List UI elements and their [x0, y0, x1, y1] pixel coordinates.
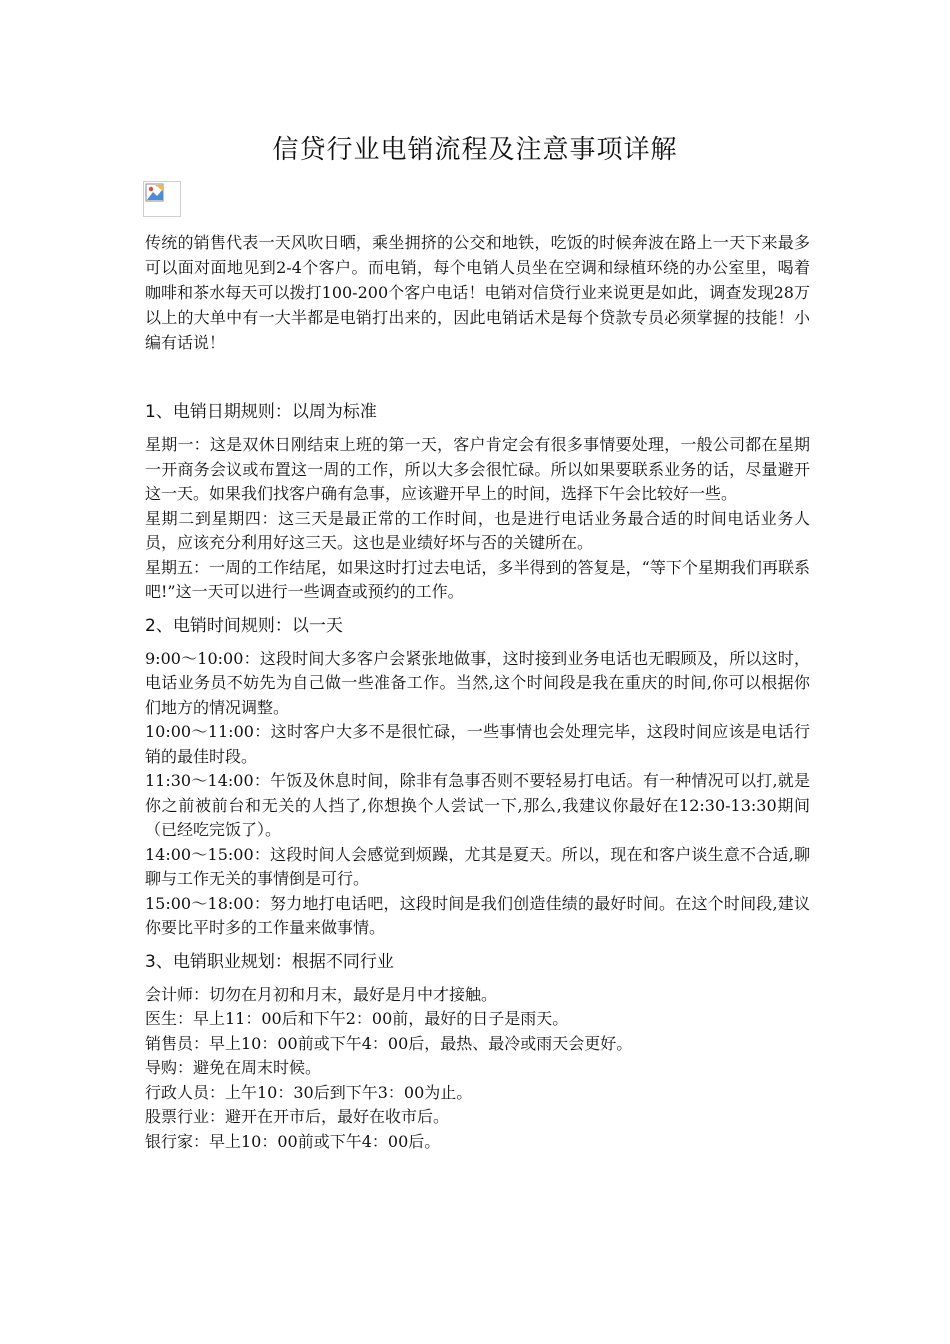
section-heading: 1、电销日期规则：以周为标准	[145, 402, 377, 422]
document-body	[145, 230, 810, 1154]
paragraph-15-18: 15:00～18:00：努力地打电话吧，这段时间是我们创造佳绩的最好时间。在这个时间段,建议你要比平时多的工作量来做事情。	[145, 893, 810, 937]
paragraph-10-11: 10:00～11:00：这时客户大多不是很忙碌，一些事情也会处理完毕，这段时间应该是电话行销的最佳时段。	[145, 722, 810, 766]
paragraph-tue-thu: 星期二到星期四：这三天是最正常的工作时间，也是进行电话业务最合适的时间电话业务人员，应该充分利用好这三天。这也是业绩好坏与否的关键所在。	[145, 508, 810, 552]
paragraph-administrative: 行政人员：上午10：30后到下午3：00为止。	[145, 1082, 473, 1102]
paragraph-salesperson: 销售员：早上10：00前或下午4：00后，最热、最冷或雨天会更好。	[145, 1033, 633, 1053]
paragraph-shop-guide: 导购：避免在周末时候。	[145, 1058, 322, 1077]
document-title: 信贷行业电销流程及注意事项详解	[272, 135, 678, 165]
section-career-planning	[145, 949, 810, 1155]
paragraph-accountant: 会计师：切勿在月初和月末，最好是月中才接触。	[145, 984, 498, 1004]
section-heading: 2、电销时间规则：以一天	[145, 615, 343, 636]
paragraph-friday: 星期五：一周的工作结尾，如果这时打过去电话，多半得到的答复是，“等下个星期我们再联系吧!”这一天可以进行一些调查或预约的工作。	[145, 557, 810, 601]
paragraph-banker: 银行家：早上10：00前或下午4：00后。	[145, 1131, 441, 1151]
intro-paragraph: 传统的销售代表一天风吹日晒，乘坐拥挤的公交和地铁，吃饭的时候奔波在路上一天下来最多可以面对面地见到2-4个客户。而电销，每个电销人员坐在空调和绿植环绕的办公室里，喝着咖啡和茶水每天可以拨打100-200个客户电话！电销对信贷行业来说更是如此，调查发现28万以上的大单中有一大半都是电销打出来的，因此电销话术是每个贷款专员必须掌握的技能！小编有话说！	[145, 233, 810, 352]
paragraph-1130-14: 11:30～14:00：午饭及休息时间，除非有急事否则不要轻易打电话。有一种情况可以打,就是你之前被前台和无关的人挡了,你想换个人尝试一下,那么,我建议你最好在12:30-13:30期间（已经吃完饭了）。	[145, 771, 810, 839]
section-date-rules	[145, 399, 810, 605]
broken-image-icon	[143, 181, 181, 217]
section-heading: 3、电销职业规划：根据不同行业	[145, 951, 394, 972]
paragraph-monday: 星期一：这是双休日刚结束上班的第一天，客户肯定会有很多事情要处理，一般公司都在星期一开商务会议或布置这一周的工作，所以大多会很忙碌。所以如果要联系业务的话，尽量避开这一天。如果我们找客户确有急事，应该避开早上的时间，选择下午会比较好一些。	[145, 435, 810, 503]
section-time-rules	[145, 613, 810, 941]
paragraph-9-10: 9:00～10:00：这段时间大多客户会紧张地做事，这时接到业务电话也无暇顾及，所以这时，电话业务员不妨先为自己做一些准备工作。当然,这个时间段是我在重庆的时间,你可以根据你们地方的情况调整。	[145, 648, 810, 717]
image-placeholder-icon	[145, 183, 165, 203]
paragraph-14-15: 14:00～15:00：这段时间人会感觉到烦躁，尤其是夏天。所以，现在和客户谈生意不合适,聊聊与工作无关的事情倒是可行。	[145, 844, 810, 888]
paragraph-doctor: 医生：早上11：00后和下午2：00前，最好的日子是雨天。	[145, 1009, 569, 1028]
paragraph-stock-industry: 股票行业：避开在开市后，最好在收市后。	[145, 1107, 450, 1126]
